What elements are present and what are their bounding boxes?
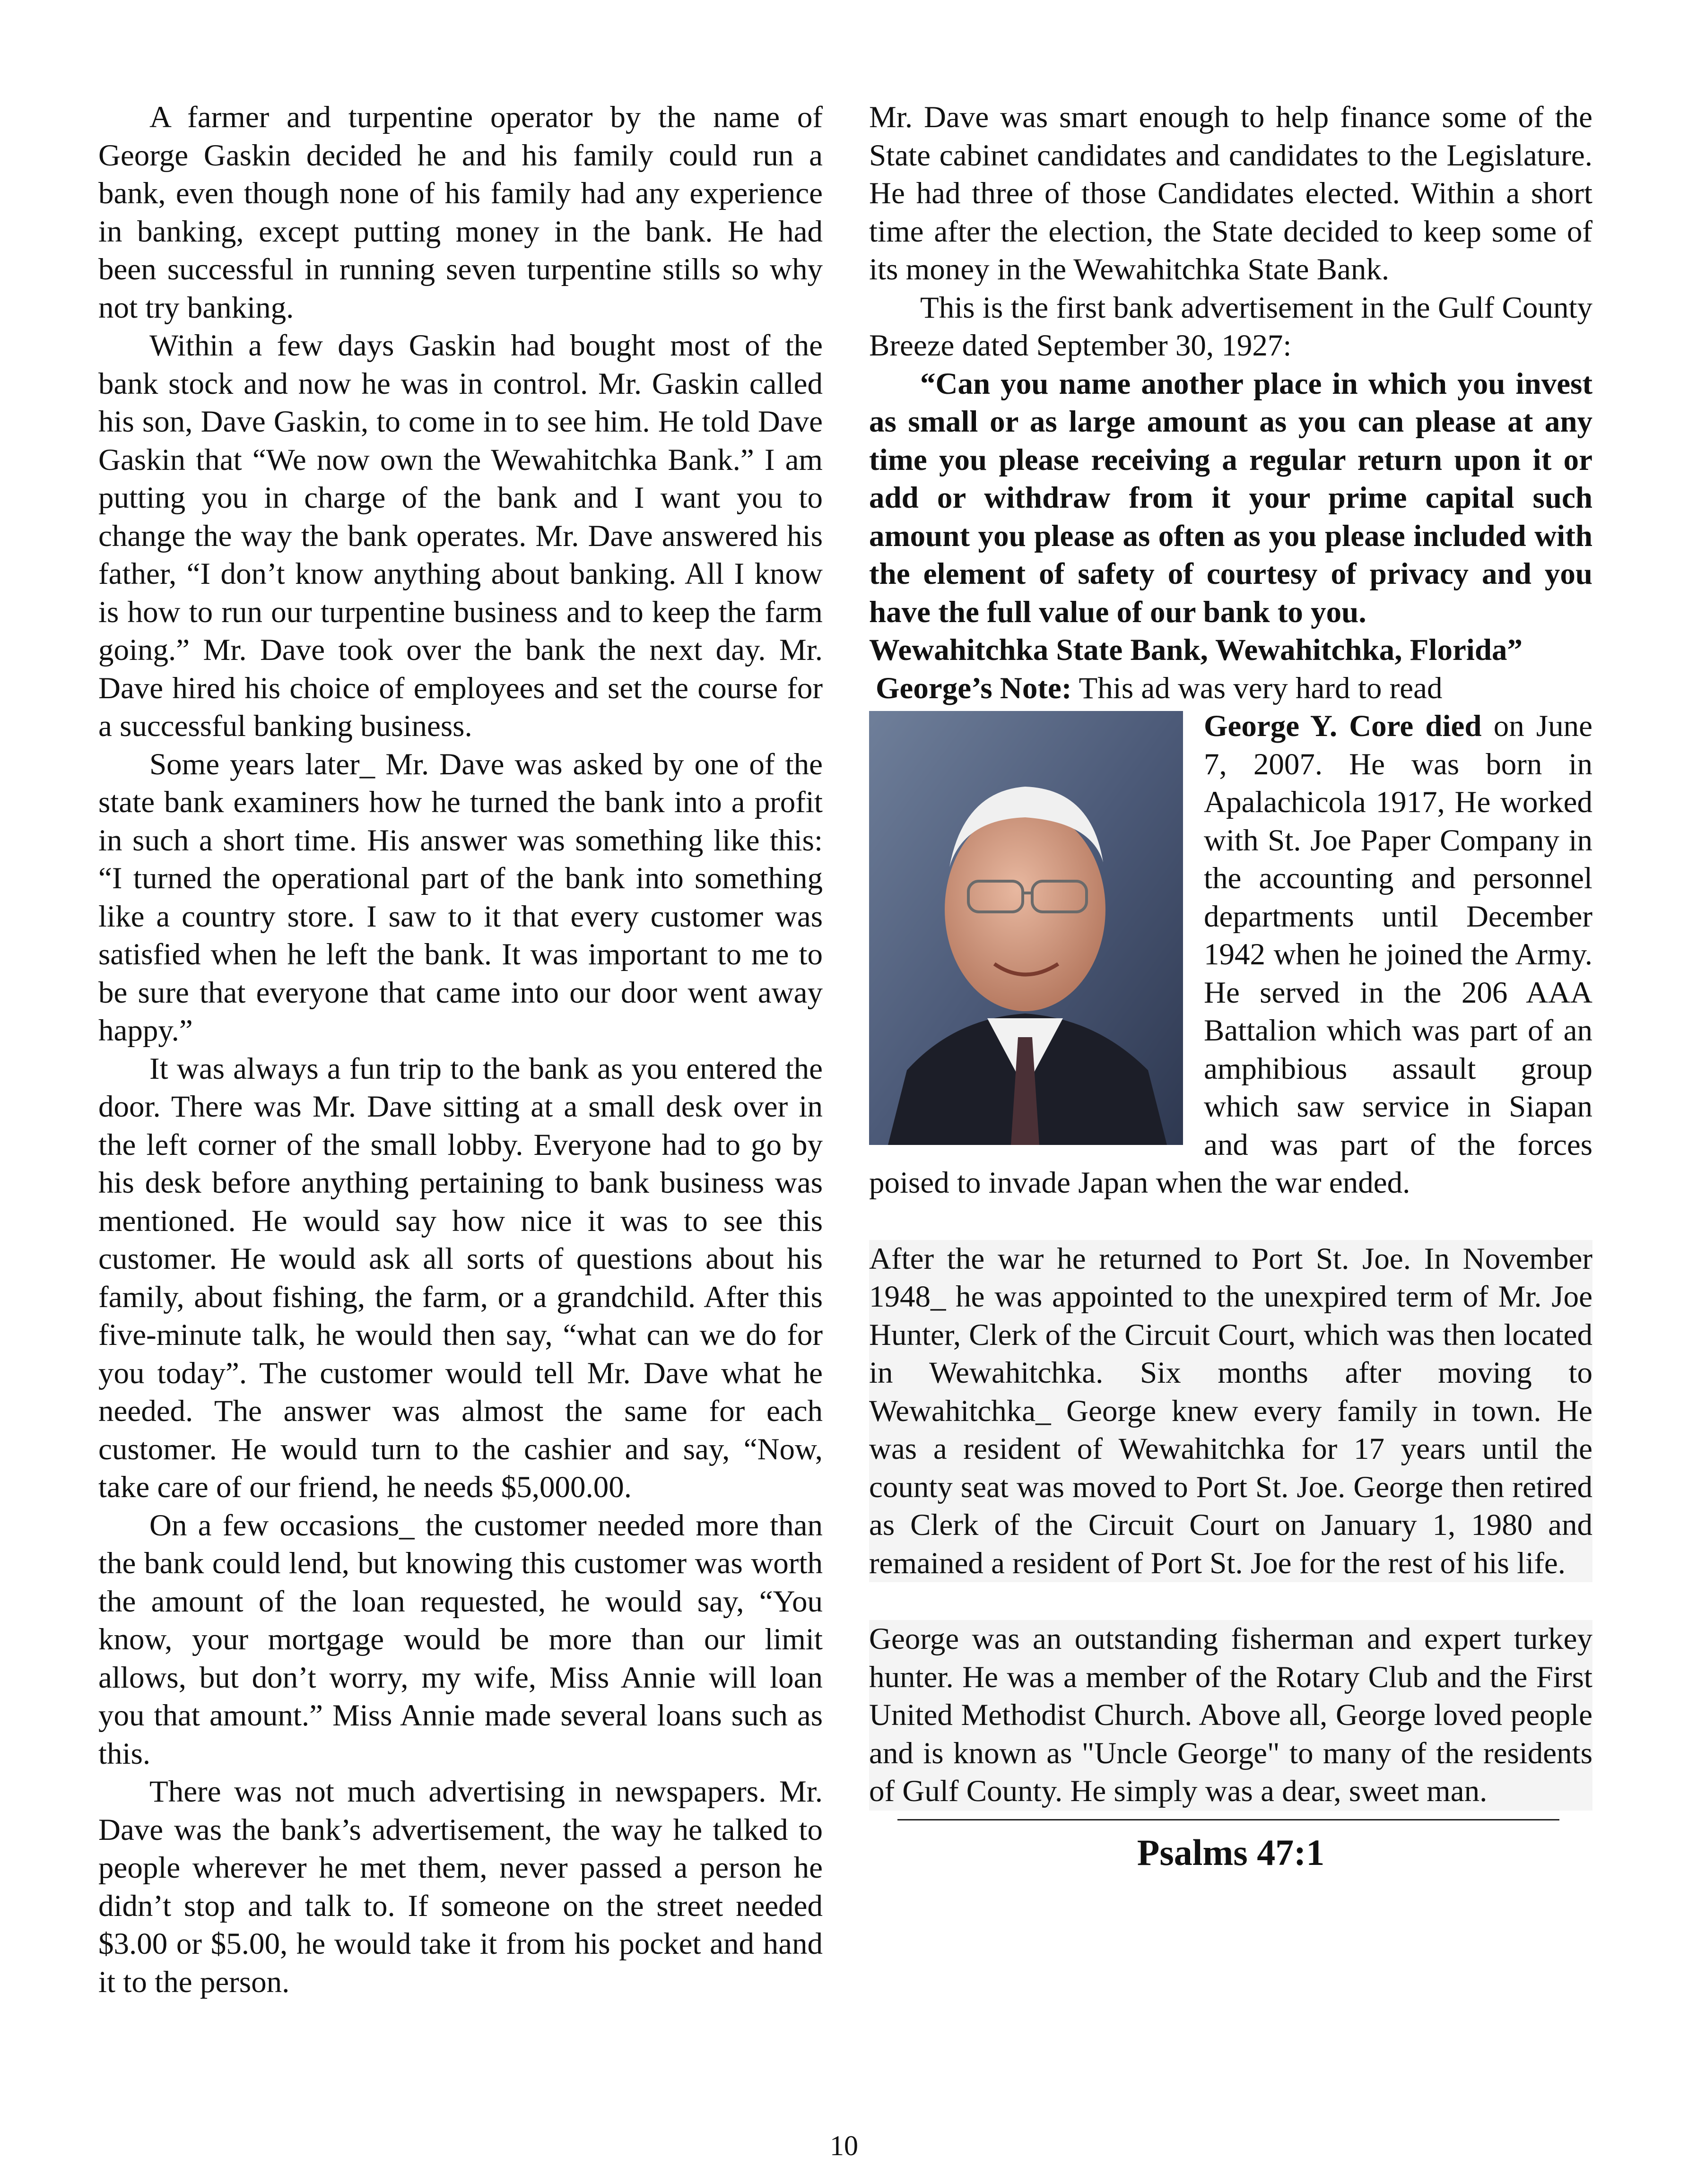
paragraph-after-war: After the war he returned to Port St. Joe. In November 1948_ he was appointed to the unexpired term of Mr. Joe Hunter, Clerk of the Circuit Court, which was then located in Wewahitchka. Six months after moving to Wewahitchka_ George knew every family in town. He was a resident of Wewahitchka for 17 years until the county seat was moved to Port St. Joe. George then retired as Clerk of the Circuit Court on January 1, 1980 and remained a resident of Port St. Joe for the rest of his life.: [869, 1240, 1592, 1583]
ad-quote: “Can you name another place in which you invest as small or as large amount as you can please at any time you please receiving a regular return upon it or add or withdraw from it your prime capital such amount you please as often as you please included with the element of safety of courtesy of privacy and you have the full value of our bank to you.: [869, 366, 1592, 629]
paragraph-advertising: There was not much advertising in newspapers. Mr. Dave was the bank’s advertisement, the way he talked to people wherever he met them, never passed a person he didn’t stop and talk to. If someone on the street needed $3.00 or $5.00, he would take it from his pocket and hand it to the person.: [98, 1775, 823, 1999]
paragraph-fun-trip: It was always a fun trip to the bank as you entered the door. There was Mr. Dave sitting at a small desk over in the left corner of the small lobby. Everyone had to go by his desk before anything pertaining to bank business was mentioned. He would say how nice it was to see this customer. He would ask all sorts of questions about his family, about fishing, the farm, or a grandchild. After this five-minute talk, he would then say, “what can we do for you today”. The customer would tell Mr. Dave what he needed. The answer was almost the same for each customer. He would turn to the cashier and say, “Now, take care of our friend, he needs $5,000.00.: [98, 1051, 823, 1504]
georges-note: [869, 669, 1592, 708]
paragraph-bank-stock: Within a few days Gaskin had bought most of the bank stock and now he was in control. Mr. Gaskin called his son, Dave Gaskin, to come in to see him. He told Dave Gaskin that “We now own the Wewahitchka Bank.” I am putting you in charge of the bank and I want you to change the way the bank operates. Mr. Dave answered his father, “I don’t know anything about banking. All I know is how to run our turpentine business and to keep the farm going.” Mr. Dave took over the bank the next day. Mr. Dave hired his choice of employees and set the course for a successful banking business.: [98, 329, 823, 743]
right-column: [869, 98, 1592, 1872]
obituary-body: on June 7, 2007. He was born in Apalachicola 1917, He worked with St. Joe Paper Company in the accounting and personnel departments until December 1942 when he joined the Army. He served in the 206 AAA Battalion which was part of an amphibious assault group which saw service in Siapan and was part of the forces poised to invade Japan when the war ended.: [869, 709, 1592, 1200]
divider: [897, 1819, 1559, 1820]
paragraph-fisherman: George was an outstanding fisherman and expert turkey hunter. He was a member of the Rotary Club and the First United Methodist Church. Above all, George loved people and is known as "Uncle George" to many of the residents of Gulf County. He simply was a dear, sweet man.: [869, 1620, 1592, 1811]
left-column: [98, 98, 823, 2001]
note-text: This ad was very hard to read: [1071, 671, 1443, 705]
paragraph-occasions: On a few occasions_ the customer needed more than the bank could lend, but knowing this customer was worth the amount of the loan requested, he would say, “You know, your mortgage would be more than our limit allows, but don’t worry, my wife, Miss Annie will loan you that amount.” Miss Annie made several loans such as this.: [98, 1508, 823, 1771]
ad-signature: Wewahitchka State Bank, Wewahitchka, Florida”: [869, 633, 1523, 667]
paragraph-farmer: A farmer and turpentine operator by the name of George Gaskin decided he and his family could run a bank, even though none of his family had any experience in banking, except putting money in the bank. He had been successful in running seven turpentine stills so why not try banking.: [98, 100, 823, 325]
paragraph-finance: Mr. Dave was smart enough to help finance some of the State cabinet candidates and candidates to the Legislature. He had three of those Candidates elected. Within a short time after the election, the State decided to keep some of its money in the Wewahitchka State Bank.: [869, 100, 1592, 286]
paragraph-first-ad: This is the first bank advertisement in the Gulf County Breeze dated September 30, 1927:: [869, 290, 1592, 363]
psalm-reference: Psalms 47:1: [1137, 1831, 1325, 1873]
page-number: 10: [830, 2130, 858, 2161]
portrait-photo: [869, 711, 1183, 1145]
obituary-text: [869, 707, 1592, 1202]
paragraph-examiners: Some years later_ Mr. Dave was asked by one of the state bank examiners how he turned the bank into a profit in such a short time. His answer was something like this: “I turned the operational part of the bank into something like a country store. I saw to it that every customer was satisfied when he left the bank. It was important to me to be sure that everyone that came into our door went away happy.”: [98, 747, 823, 1048]
note-label: George’s Note:: [876, 671, 1072, 705]
obituary-name: George Y. Core died: [1204, 709, 1482, 743]
obituary: [869, 707, 1592, 1202]
